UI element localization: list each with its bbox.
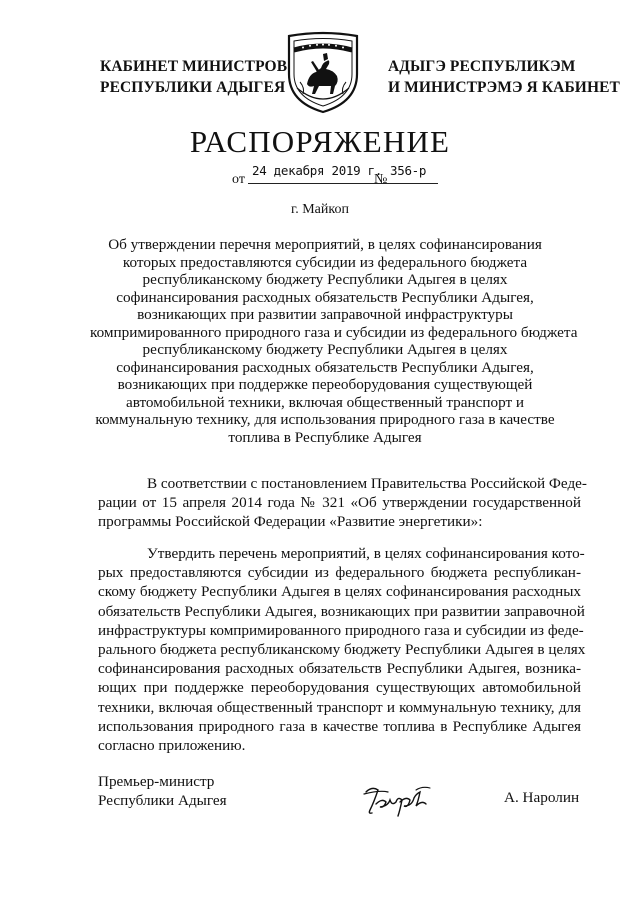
title-line: автомобильной техники, включая общественный транспорт и (125, 393, 525, 411)
title-line: топлива в Республике Адыгея (228, 428, 422, 446)
paragraph-line: софинансирования расходных обязательств Республики Адыгея, возника- (98, 660, 581, 678)
title-line: софинансирования расходных обязательств Республики Адыгея, (116, 358, 534, 376)
issuer-line: АДЫГЭ РЕСПУБЛИКЭМ (388, 58, 576, 75)
date-prefix: от (232, 172, 245, 187)
paragraph-line: использования природного газа в качестве топлива в Республике Адыгея (98, 717, 581, 735)
document-type-heading: РАСПОРЯЖЕНИЕ (189, 124, 451, 159)
paragraph-line: рации от 15 апреля 2014 года № 321 «Об утверждении государственной (98, 494, 581, 512)
title-line: софинансирования расходных обязательств Республики Адыгея, (116, 288, 534, 306)
handwritten-signature-icon (360, 780, 440, 820)
paragraph-line: ющих при поддержке переоборудования существующих автомобильной (98, 679, 581, 697)
paragraph-line: техники, включая общественный транспорт и коммунальную технику, для (98, 698, 581, 716)
paragraph-line: Утвердить перечень мероприятий, в целях софинансирования кото- (147, 545, 585, 562)
title-line: коммунальную технику, для использования природного газа в качестве (95, 411, 555, 428)
position-line: Республики Адыгея (98, 792, 227, 809)
republic-of-adygea-emblem-icon (283, 28, 363, 116)
signatory-name: А. Наролин (504, 789, 580, 806)
position-line: Премьер-министр (98, 773, 215, 790)
preamble-paragraph (98, 474, 587, 532)
document-number-field: 356-р (390, 163, 427, 178)
issuer-name-russian (100, 56, 287, 98)
paragraph-line: рального бюджета республиканскому бюджету Республики Адыгея в целях (98, 641, 586, 659)
paragraph-line: В соответствии с постановлением Правительства Российской Феде- (147, 475, 587, 492)
title-line: республиканскому бюджету Республики Адыгея в целях (142, 271, 508, 288)
number-underline (388, 183, 438, 184)
city-line: г. Майкоп (291, 202, 349, 217)
issuer-name-adyghe (388, 56, 620, 98)
title-line: республиканскому бюджету Республики Адыгея в целях (142, 341, 508, 358)
title-line: возникающих при поддержке переоборудования существующей (117, 376, 533, 393)
paragraph-line: согласно приложению. (98, 737, 246, 755)
signatory-position (98, 772, 227, 810)
number-prefix: № (374, 172, 388, 187)
paragraph-line: инфраструктуры компримированного природного газа и субсидии из феде- (98, 621, 584, 639)
title-line: которых предоставляются субсидии из федерального бюджета (122, 253, 528, 271)
title-line: компримированного природного газа и субсидии из федерального бюджета (90, 323, 578, 341)
issuer-line: КАБИНЕТ МИНИСТРОВ (100, 58, 288, 75)
issuer-line: И МИНИСТРЭМЭ Я КАБИНЕТ (388, 79, 620, 96)
paragraph-line: рых предоставляются субсидии из федерального бюджета республикан- (98, 564, 581, 582)
document-date-field: 24 декабря 2019 г. (252, 163, 383, 178)
resolution-paragraph (98, 544, 586, 755)
title-line: Об утверждении перечня мероприятий, в целях софинансирования (108, 236, 542, 253)
paragraph-line: программы Российской Федерации «Развитие энергетики»: (98, 513, 483, 531)
paragraph-line: скому бюджету Республики Адыгея в целях софинансирования расходных (98, 583, 581, 601)
paragraph-line: обязательств Республики Адыгея, возникающих при развитии заправочной (98, 602, 585, 620)
issuer-line: РЕСПУБЛИКИ АДЫГЕЯ (100, 79, 286, 96)
title-line: возникающих при развитии заправочной инфраструктуры (137, 306, 513, 323)
document-title (90, 236, 578, 446)
